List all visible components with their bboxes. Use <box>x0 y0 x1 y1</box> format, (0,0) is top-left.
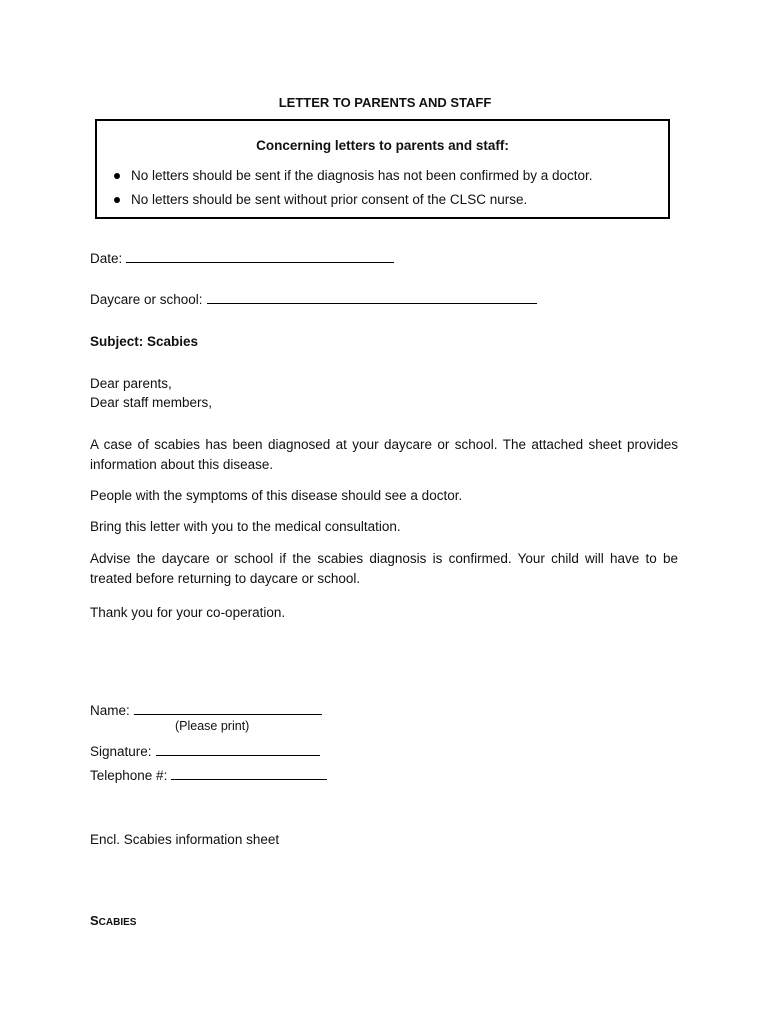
subject-line: Subject: Scabies <box>90 334 199 349</box>
body-paragraph: Advise the daycare or school if the scabies diagnosis is confirmed. Your child will have to be treated before returning to daycare or school. <box>90 551 678 586</box>
school-label: Daycare or school: <box>90 292 203 307</box>
body-paragraph: Thank you for your co-operation. <box>90 605 286 620</box>
date-label: Date: <box>90 251 123 266</box>
name-hint: (Please print) <box>175 719 250 733</box>
name-blank-line[interactable] <box>134 702 322 715</box>
signature-label: Signature: <box>90 744 152 759</box>
enclosure-note: Encl. Scabies information sheet <box>90 832 280 847</box>
body-paragraph: People with the symptoms of this disease should see a doctor. <box>90 488 463 503</box>
notice-box <box>95 119 670 219</box>
notice-item: No letters should be sent without prior consent of the CLSC nurse. <box>114 191 593 215</box>
school-blank-line[interactable] <box>207 291 537 304</box>
notice-item: No letters should be sent if the diagnosis has not been confirmed by a doctor. <box>114 167 593 191</box>
telephone-field <box>90 767 327 783</box>
heading-rest: CABIES <box>98 917 137 928</box>
notice-heading: Concerning letters to parents and staff: <box>256 138 509 153</box>
salutation-staff: Dear staff members, <box>90 395 213 410</box>
telephone-label: Telephone #: <box>90 768 168 783</box>
school-field <box>90 291 537 307</box>
body-paragraph: Bring this letter with you to the medical consultation. <box>90 519 401 534</box>
document-title: LETTER TO PARENTS AND STAFF <box>278 95 492 110</box>
signature-field <box>90 743 320 759</box>
signature-blank-line[interactable] <box>156 743 320 756</box>
body-paragraph: A case of scabies has been diagnosed at your daycare or school. The attached sheet provides information about this disease. <box>90 437 678 472</box>
notice-list <box>114 167 593 215</box>
date-field <box>90 250 394 266</box>
salutation-parents: Dear parents, <box>90 376 172 391</box>
name-field <box>90 702 322 718</box>
date-blank-line[interactable] <box>126 250 394 263</box>
next-section-heading <box>90 913 136 928</box>
name-label: Name: <box>90 703 130 718</box>
telephone-blank-line[interactable] <box>171 767 327 780</box>
heading-initial: S <box>90 913 99 928</box>
